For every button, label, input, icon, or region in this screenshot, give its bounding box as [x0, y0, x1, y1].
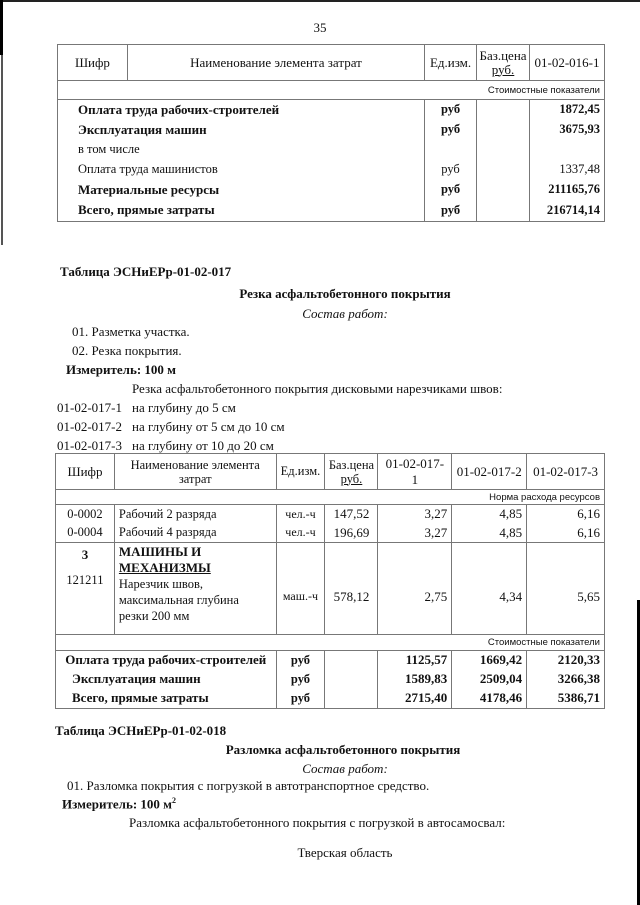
row-price: 147,52: [325, 505, 378, 524]
machine-group-code: 3: [81, 547, 89, 562]
row-unit: руб: [425, 180, 477, 200]
row-value: 3,27: [378, 524, 452, 543]
meter-017: Измеритель: 100 м: [66, 362, 177, 377]
cost-value: 4178,46: [452, 689, 527, 709]
row-price: [477, 160, 530, 180]
table-header-row: [58, 45, 605, 81]
machine-code: 121211: [66, 573, 104, 587]
row-unit: руб: [425, 160, 477, 180]
header-name-line1: Наименование элемента: [130, 457, 260, 472]
cost-price: [325, 670, 378, 689]
row-unit: руб: [425, 120, 477, 140]
table-row: [58, 200, 605, 222]
table-row: [58, 180, 605, 200]
section-row: [56, 635, 605, 651]
scan-edge-top: [0, 0, 640, 2]
row-value: 211165,76: [530, 180, 605, 200]
header-col-016-1: 01-02-016-1: [530, 45, 605, 81]
meter-018-text: Измеритель: 100 м: [62, 796, 173, 812]
machine-row: [56, 543, 605, 635]
cost-value: 2120,33: [527, 651, 605, 670]
cost-value: 2509,04: [452, 670, 527, 689]
row-value: 3675,93: [530, 120, 605, 140]
machine-name-cell: [114, 543, 276, 635]
row-unit: чел.-ч: [276, 505, 325, 524]
row-unit: [425, 140, 477, 160]
row-value: 1872,45: [530, 100, 605, 120]
region-label: Тверская область: [297, 845, 393, 860]
row-unit: руб: [425, 100, 477, 120]
scan-edge-left-shadow: [1, 55, 3, 245]
table-row: [58, 160, 605, 180]
row-name: Рабочий 2 разряда: [114, 505, 276, 524]
machine-value: 4,34: [452, 543, 527, 635]
work-item: 02. Резка покрытия.: [72, 343, 182, 358]
row-code: 0-0004: [56, 524, 115, 543]
page-number: 35: [313, 20, 327, 35]
machine-group-name-line2: МЕХАНИЗМЫ: [118, 560, 211, 575]
variant-code: 01-02-017-2: [57, 419, 122, 434]
row-name: Материальные ресурсы: [58, 180, 425, 200]
row-value: 216714,14: [530, 200, 605, 222]
row-price: [477, 120, 530, 140]
description-018: Разломка асфальтобетонного покрытия с погрузкой в автосамосвал:: [129, 815, 506, 830]
table-row: [58, 140, 605, 160]
machine-value: 5,65: [527, 543, 605, 635]
section-heading-017: Резка асфальтобетонного покрытия: [239, 286, 451, 301]
header-base-price-line2: руб.: [491, 61, 515, 77]
cost-value: 5386,71: [527, 689, 605, 709]
header-col-017-1: 01-02-017-1: [378, 454, 452, 490]
machine-code-cell: [56, 543, 115, 635]
work-item: 01. Разметка участка.: [72, 324, 190, 339]
row-unit: чел.-ч: [276, 524, 325, 543]
table-01-02-016: [57, 44, 605, 222]
cost-name: Всего, прямые затраты: [56, 689, 277, 709]
section-heading-018: Разломка асфальтобетонного покрытия: [225, 742, 461, 757]
header-code: Шифр: [56, 454, 115, 490]
cost-price: [325, 689, 378, 709]
cost-row: [56, 670, 605, 689]
table-row: [58, 120, 605, 140]
table-row: [56, 505, 605, 524]
row-price: [477, 200, 530, 222]
row-value: 6,16: [527, 524, 605, 543]
row-value: [530, 140, 605, 160]
row-price: [477, 180, 530, 200]
header-base-price: [325, 454, 378, 490]
row-value: 1337,48: [530, 160, 605, 180]
machine-group-name-line1: МАШИНЫ И: [118, 544, 202, 559]
cost-value: 2715,40: [378, 689, 452, 709]
section-label: Стоимостные показатели: [58, 81, 605, 100]
row-name: в том числе: [58, 140, 425, 160]
table-01-02-017: [55, 453, 605, 709]
composition-label-018: Состав работ:: [302, 761, 388, 776]
cost-unit: руб: [276, 670, 325, 689]
cost-name: Оплата труда рабочих-строителей: [56, 651, 277, 670]
machine-price: 578,12: [325, 543, 378, 635]
header-base-price-line1: Баз.цена: [328, 457, 375, 472]
header-base-price-line1: Баз.цена: [479, 47, 527, 63]
variant-code: 01-02-017-3: [57, 438, 122, 453]
row-unit: руб: [425, 200, 477, 222]
row-name: Оплата труда машинистов: [58, 160, 425, 180]
machine-name-line2: максимальная глубина: [118, 593, 239, 607]
row-name: Рабочий 4 разряда: [114, 524, 276, 543]
section-row: [58, 81, 605, 100]
row-value: 3,27: [378, 505, 452, 524]
machine-unit: маш.-ч: [276, 543, 325, 635]
cost-value: 1125,57: [378, 651, 452, 670]
meter-018: [62, 796, 176, 812]
row-price: 196,69: [325, 524, 378, 543]
row-value: 4,85: [452, 505, 527, 524]
header-base-price-line2: руб.: [340, 471, 363, 486]
cost-name: Эксплуатация машин: [56, 670, 277, 689]
work-item: 01. Разломка покрытия с погрузкой в автотранспортное средство.: [67, 778, 430, 793]
table-title-018: Таблица ЭСНиЕРр-01-02-018: [55, 723, 227, 738]
variant-code: 01-02-017-1: [57, 400, 122, 415]
row-name: Эксплуатация машин: [58, 120, 425, 140]
row-value: 6,16: [527, 505, 605, 524]
cost-value: 3266,38: [527, 670, 605, 689]
header-code: Шифр: [58, 45, 128, 81]
description-017: Резка асфальтобетонного покрытия дисковыми нарезчиками швов:: [132, 381, 503, 396]
cost-row: [56, 689, 605, 709]
header-name: Наименование элемента затрат: [127, 45, 424, 81]
machine-name-line3: резки 200 мм: [118, 609, 190, 623]
row-name: Всего, прямые затраты: [58, 200, 425, 222]
cost-value: 1589,83: [378, 670, 452, 689]
variant-text: на глубину от 10 до 20 см: [132, 438, 274, 453]
row-price: [477, 100, 530, 120]
meter-018-superscript: 2: [172, 796, 177, 805]
norm-label: Норма расхода ресурсов: [56, 490, 605, 505]
table-row: [56, 524, 605, 543]
header-col-017-3: 01-02-017-3: [527, 454, 605, 490]
header-name: [114, 454, 276, 490]
variant-text: на глубину до 5 см: [132, 400, 236, 415]
header-col-017-2: 01-02-017-2: [452, 454, 527, 490]
table-title-017: Таблица ЭСНиЕРр-01-02-017: [60, 264, 232, 279]
cost-unit: руб: [276, 689, 325, 709]
composition-label-017: Состав работ:: [302, 306, 388, 321]
variant-text: на глубину от 5 см до 10 см: [132, 419, 285, 434]
row-value: 4,85: [452, 524, 527, 543]
table-header-row: [56, 454, 605, 490]
header-base-price: [477, 45, 530, 81]
cost-label: Стоимостные показатели: [56, 635, 605, 651]
header-unit: Ед.изм.: [276, 454, 325, 490]
cost-row: [56, 651, 605, 670]
machine-value: 2,75: [378, 543, 452, 635]
machine-name-line1: Нарезчик швов,: [118, 577, 204, 591]
cost-unit: руб: [276, 651, 325, 670]
cost-value: 1669,42: [452, 651, 527, 670]
header-unit: Ед.изм.: [425, 45, 477, 81]
row-name: Оплата труда рабочих-строителей: [58, 100, 425, 120]
section-row: [56, 490, 605, 505]
row-code: 0-0002: [56, 505, 115, 524]
header-name-line2: затрат: [178, 471, 212, 486]
cost-price: [325, 651, 378, 670]
row-price: [477, 140, 530, 160]
table-row: [58, 100, 605, 120]
